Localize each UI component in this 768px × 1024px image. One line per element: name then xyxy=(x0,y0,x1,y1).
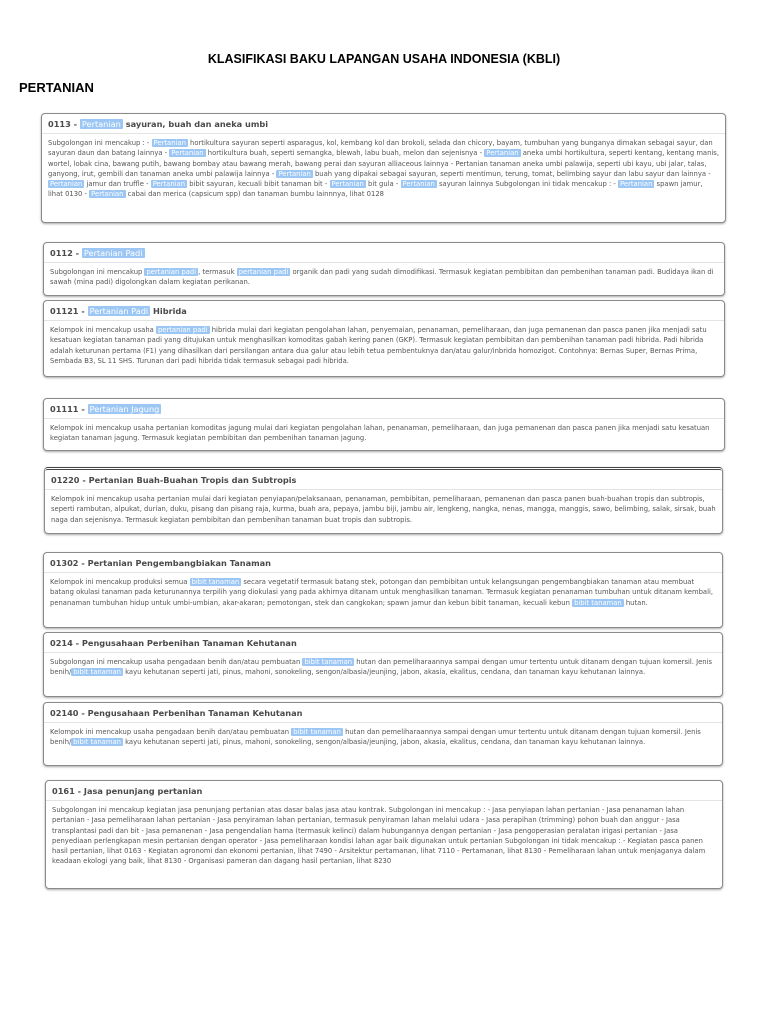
card-header xyxy=(44,301,724,321)
card-text: bit gula - xyxy=(365,180,401,189)
card-text: hutan. xyxy=(623,598,648,607)
highlighted-keyword: bibit tanaman xyxy=(191,578,240,586)
card-text: kayu kehutanan seperti jati, pinus, mahoni, sonokeling, sengon/albasia/jeunjing, jabon, akasia, ekalitus, cendana, dan tanaman kayu kehutanan lainnya. xyxy=(122,668,646,677)
card-header xyxy=(44,633,722,653)
card-description xyxy=(45,490,722,529)
card-text: jamur dan truffle - xyxy=(84,180,151,189)
highlighted-keyword: bibit tanaman xyxy=(73,738,121,747)
kbli-card-01111 xyxy=(43,398,725,451)
card-text: cabai dan merica (capsicum spp) dan tanaman bumbu lainnnya, lihat 0128 xyxy=(125,190,384,199)
document-title: KLASIFIKASI BAKU LAPANGAN USAHA INDONESIA (KBLI) xyxy=(207,52,561,66)
card-description xyxy=(46,801,722,871)
kbli-code: 0214 - xyxy=(50,638,80,648)
highlighted-keyword: pertanian padi xyxy=(238,268,289,276)
card-text: Subgolongan ini mencakup usaha pengadaan benih dan/atau pembuatan xyxy=(50,658,303,666)
highlighted-keyword: Pertanian xyxy=(402,180,435,189)
card-text: secara vegetatif termasuk batang stek, potongan dan pembibitan untuk kelangsungan pengembangbiakan tanaman atau membuat batang okulasi tanaman pada keturunannya terpilih yang diokulasi yang pada akhirnya ditanam untuk menghasilkan tanaman. Termasuk kegiatan penanaman tumbuhan untuk ditanam kembali, penanaman tumbuhan hidup untuk umbi-umbian, akar-akaran; pemotongan, stek dan cangkokan; spawn jamur dan kebun bibit tanaman, kecuali kebun xyxy=(50,578,714,607)
card-text: organik dan padi yang sudah dimodifikasi. Termasuk kegiatan pembibitan dan pembenihan tanaman padi. Budidaya ikan di sawah (mina padi) digolongkan dalam kegiatan perikanan. xyxy=(50,268,714,287)
kbli-code: 01220 - xyxy=(51,475,86,485)
card-title-text: Jasa penunjang pertanian xyxy=(83,786,203,796)
highlighted-keyword: bibit tanaman xyxy=(73,668,121,677)
kbli-card-0214 xyxy=(43,632,723,697)
kbli-code: 0113 - xyxy=(48,119,78,129)
card-header xyxy=(44,703,722,723)
card-text: hutan dan pemeliharaannya sampai dengan umur tertentu untuk ditanam dengan tujuan komersil. Jenis benih/ xyxy=(50,728,701,747)
card-title-text: Hibrida xyxy=(150,306,187,316)
card-header xyxy=(42,114,725,134)
highlighted-keyword: Pertanian xyxy=(171,149,204,158)
card-title-text: Pertanian Pengembangbiakan Tanaman xyxy=(87,558,271,568)
card-text: Kelompok ini mencakup usaha pertanian komoditas jagung mulai dari kegiatan pengolahan lahan, penanaman, pemeliharaan, dan juga pemanenan dan pasca panen jika menjadi satu kesatuan kegiatan tanaman jagung. Termasuk kegiatan pembibitan dan pembenihan tanaman jagung. xyxy=(50,424,710,443)
card-header xyxy=(44,243,724,263)
kbli-code: 0112 - xyxy=(50,248,80,258)
kbli-code: 01121 - xyxy=(50,306,85,316)
card-description xyxy=(44,573,722,612)
kbli-card-0112 xyxy=(43,242,725,296)
highlighted-keyword: Pertanian xyxy=(50,180,83,189)
card-text: , termasuk xyxy=(198,268,237,276)
highlighted-keyword: Pertanian xyxy=(331,180,364,189)
highlighted-keyword: Pertanian Jagung xyxy=(89,404,160,414)
kbli-card-01121 xyxy=(43,300,725,377)
highlighted-keyword: Pertanian xyxy=(620,180,653,189)
highlighted-keyword: Pertanian xyxy=(486,149,519,158)
kbli-card-0113 xyxy=(41,113,726,223)
highlighted-keyword: Pertanian xyxy=(152,180,186,189)
highlighted-keyword: Pertanian xyxy=(153,139,186,147)
section-title: PERTANIAN xyxy=(19,80,94,95)
card-text: buah yang dipakai sebagai sayuran, seperti mentimun, terung, tomat, belimbing sayur dan labu sayur dan lainnya - xyxy=(312,169,711,178)
highlighted-keyword: Pertanian Padi xyxy=(89,306,149,316)
card-description xyxy=(44,653,722,682)
card-text: Kelompok ini mencakup usaha xyxy=(50,326,156,334)
card-text: hibrida mulai dari kegiatan pengolahan lahan, penyemaian, penanaman, pemeliharaan, dan juga pemanenan dan pasca panen jika menjadi satu kesatuan kegiatan tanaman padi yang ditujukan untuk menghasilkan komoditas gabah kering panen (GKP). Termasuk kegiatan pembibitan dan pembenihan tanaman padi hibrida. Padi hibrida adalah keturunan pertama (F1) yang dihasilkan dari persilangan antara dua galur atau lebih tetua pembentuknya dan/atau galur/inbrida homozigot. Contohnya: Bernas Super, Bernas Prima, Sembada B3, SL 11 SHS. Turunan dari padi hibrida tidak termasuk sebagai padi hibrida. xyxy=(50,326,707,365)
kbli-code: 01111 - xyxy=(50,404,85,414)
card-text: Kelompok ini mencakup produksi semua xyxy=(50,578,190,586)
card-text: Kelompok ini mencakup usaha pertanian mulai dari kegiatan penyiapan/pelaksanaan, penanaman, pembibitan, pemeliharaan, pemanenan dan pasca panen buah-buahan tropis dan subtropis, seperti rambutan, alpukat, durian, duku, pisang dan pisang raja, kurma, buah ara, pepaya, jambu biji, jambu air, lengkeng, nangka, nenas, mangga, manggis, sawo, belimbing, salak, sirsak, buah naga dan sejenisnya. Termasuk kegiatan pembibitan dan pembenihan tanaman buat tropis dan subtropis. xyxy=(51,495,716,524)
card-description xyxy=(44,321,724,370)
card-description xyxy=(44,723,722,752)
card-text: bibit sayuran, kecuali bibit tanaman bit - xyxy=(187,180,330,189)
card-text: hutan dan pemeliharaannya sampai dengan umur tertentu untuk ditanam dengan tujuan komersil. Jenis benih/ xyxy=(50,658,713,677)
highlighted-keyword: bibit tanaman xyxy=(574,598,622,607)
card-text: Subgolongan ini mencakup kegiatan jasa penunjang pertanian atas dasar balas jasa atau kontrak. Subgolongan ini mencakup : - Jasa penyiapan lahan pertanian - Jasa penanaman lahan pertanian - Jasa pemeliharaan lahan pertanian - Jasa penyiraman lahan pertanian, termasuk penyiraman lahan melalui udara - Jasa perapihan (trimming) pohon buah dan anggur - Jasa transplantasi padi dan bit - Jasa pemanenan - Jasa pengendalian hama (termasuk kelinci) dalam hubungannya dengan pertanian - Jasa pengoperasian peralatan irigasi pertanian - Jasa penyediaan perlengkapan mesin pertanian dengan operator - Jasa pemeliharaan kondisi lahan agar baik digunakan untuk pertanian Subgolongan ini tidak mencakup : - Kegiatan pasca panen hasil pertanian, lihat 0163 - Kegiatan agronomi dan ekonomi pertanian, lihat 7490 - Arsitektur pertamanan, lihat 7110 - Pertamanan, lihat 8130 - Pemeliharaan lahan untuk menjaganya dalam keadaan ekologi yang baik, lihat 8130 - Organisasi pameran dan dagang hasil pertanian, lihat 8230 xyxy=(52,806,706,866)
card-description xyxy=(44,263,724,292)
kbli-card-0161 xyxy=(45,780,723,889)
card-text: Subgolongan ini mencakup : - xyxy=(48,139,152,147)
kbli-card-01302 xyxy=(43,552,723,628)
card-text: aneka umbi hortikultura, seperti kentang, kentang manis, wortel, lobak cina, bawang putih, bawang bombay atau bawang merah, bawang perai dan sayuran alliaceous lainnya - Pertanian tanaman aneka umbi palawija, seperti ubi kayu, ubi jalar, talas, ganyong, irut, gembili dan tanaman aneka umbi palawija lainnya - xyxy=(48,149,719,178)
card-text: Kelompok ini mencakup usaha pengadaan benih dan/atau pembuatan xyxy=(50,728,292,736)
highlighted-keyword: Pertanian Padi xyxy=(83,248,143,258)
card-text: hortikultura buah, seperti semangka, blewah, labu buah, melon dan sejenisnya - xyxy=(205,149,485,158)
kbli-code: 0161 - xyxy=(52,786,82,796)
card-text: spawn jamur, lihat 0130 - xyxy=(48,180,703,199)
card-text: Subgolongan ini mencakup xyxy=(50,268,145,276)
card-text: hortikultura sayuran seperti asparagus, kol, kembang kol dan brokoli, selada dan chicory, bayam, tumbuhan yang bunganya dimakan sebagai sayur, dan sayuran daun dan batang lainnya - xyxy=(48,139,713,158)
card-header xyxy=(44,553,722,573)
card-description xyxy=(44,419,724,448)
highlighted-keyword: pertanian padi xyxy=(157,326,208,334)
highlighted-keyword: Pertanian xyxy=(91,190,124,199)
card-title-text: Pengusahaan Perbenihan Tanaman Kehutanan xyxy=(87,708,303,718)
card-title-text: Pertanian Buah-Buahan Tropis dan Subtropis xyxy=(88,475,297,485)
card-header xyxy=(44,399,724,419)
card-header xyxy=(46,781,722,801)
highlighted-keyword: Pertanian xyxy=(81,119,121,129)
card-title-text: Pengusahaan Perbenihan Tanaman Kehutanan xyxy=(81,638,297,648)
kbli-card-01220 xyxy=(44,467,723,534)
kbli-card-02140 xyxy=(43,702,723,766)
card-description xyxy=(42,134,725,204)
highlighted-keyword: bibit tanaman xyxy=(304,658,353,666)
highlighted-keyword: bibit tanaman xyxy=(293,728,341,736)
kbli-code: 02140 - xyxy=(50,708,85,718)
card-header xyxy=(45,470,722,490)
highlighted-keyword: Pertanian xyxy=(278,169,311,178)
highlighted-keyword: pertanian padi xyxy=(146,268,197,276)
card-title-text: sayuran, buah dan aneka umbi xyxy=(122,119,269,129)
card-text: sayuran lainnya Subgolongan ini tidak mencakup : - xyxy=(436,180,619,189)
card-text: kayu kehutanan seperti jati, pinus, mahoni, sonokeling, sengon/albasia/jeunjing, jabon, akasia, ekalitus, cendana, dan tanaman kayu kehutanan lainnya. xyxy=(122,738,646,747)
kbli-code: 01302 - xyxy=(50,558,85,568)
